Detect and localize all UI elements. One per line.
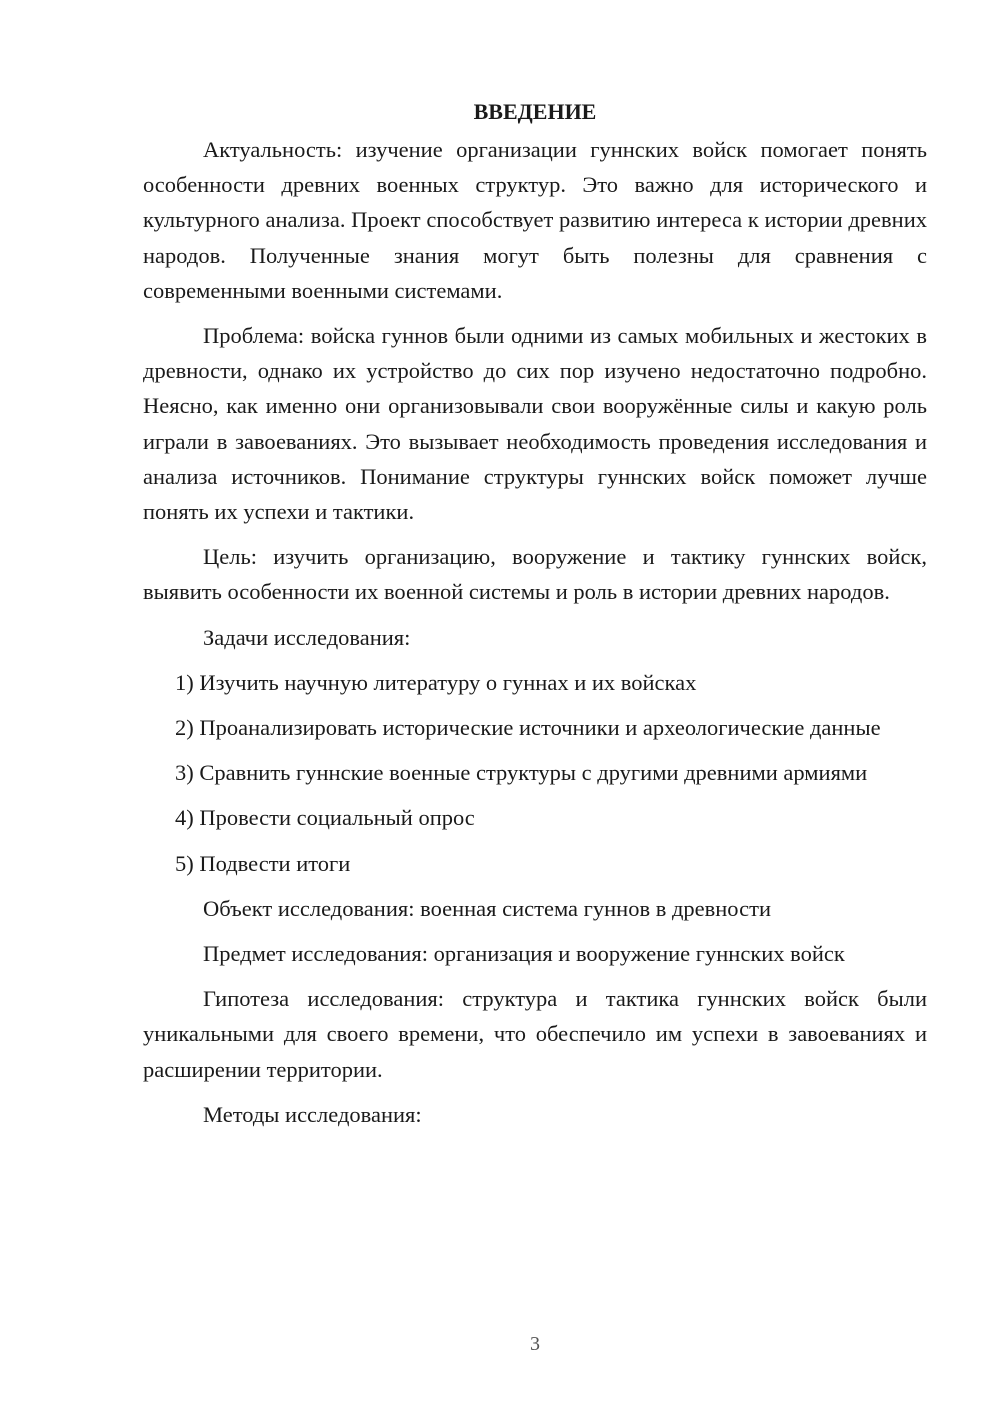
hypothesis-paragraph: Гипотеза исследования: структура и тактика гуннских войск были уникальными для своего времени, что обеспечило им успехи в завоеваниях и расширении территории. (143, 986, 927, 1082)
methods-heading: Методы исследования: (203, 1101, 422, 1127)
tasks-heading: Задачи исследования: (203, 624, 411, 650)
object-paragraph: Объект исследования: военная система гуннов в древности (203, 895, 771, 921)
page-title: ВВЕДЕНИЕ (473, 99, 597, 124)
relevance-paragraph: Актуальность: изучение организации гуннских войск помогает понять особенности древних военных структур. Это важно для исторического и культурного анализа. Проект способствует развитию интереса к истории древних народов. Полученные знания могут быть полезны для сравнения с современными военными системами. (143, 137, 927, 303)
subject-paragraph: Предмет исследования: организация и вооружение гуннских войск (203, 941, 845, 967)
task-item-1: 1) Изучить научную литературу о гуннах и их войсках (175, 669, 697, 695)
task-item-5: 5) Подвести итоги (175, 850, 351, 876)
task-item-4: 4) Провести социальный опрос (175, 805, 475, 831)
page-content (143, 92, 927, 1132)
goal-paragraph: Цель: изучить организацию, вооружение и тактику гуннских войск, выявить особенности их военной системы и роль в истории древних народов. (143, 544, 927, 605)
task-item-2: 2) Проанализировать исторические источники и археологические данные (175, 715, 881, 741)
task-item-3: 3) Сравнить гуннские военные структуры с другими древними армиями (175, 760, 868, 786)
page-number: 3 (530, 1333, 540, 1355)
problem-paragraph: Проблема: войска гуннов были одними из самых мобильных и жестоких в древности, однако их устройство до сих пор изучено недостаточно подробно. Неясно, как именно они организовывали свои вооружённые силы и какую роль играли в завоеваниях. Это вызывает необходимость проведения исследования и анализа источников. Понимание структуры гуннских войск поможет лучше понять их успехи и тактики. (143, 323, 927, 525)
